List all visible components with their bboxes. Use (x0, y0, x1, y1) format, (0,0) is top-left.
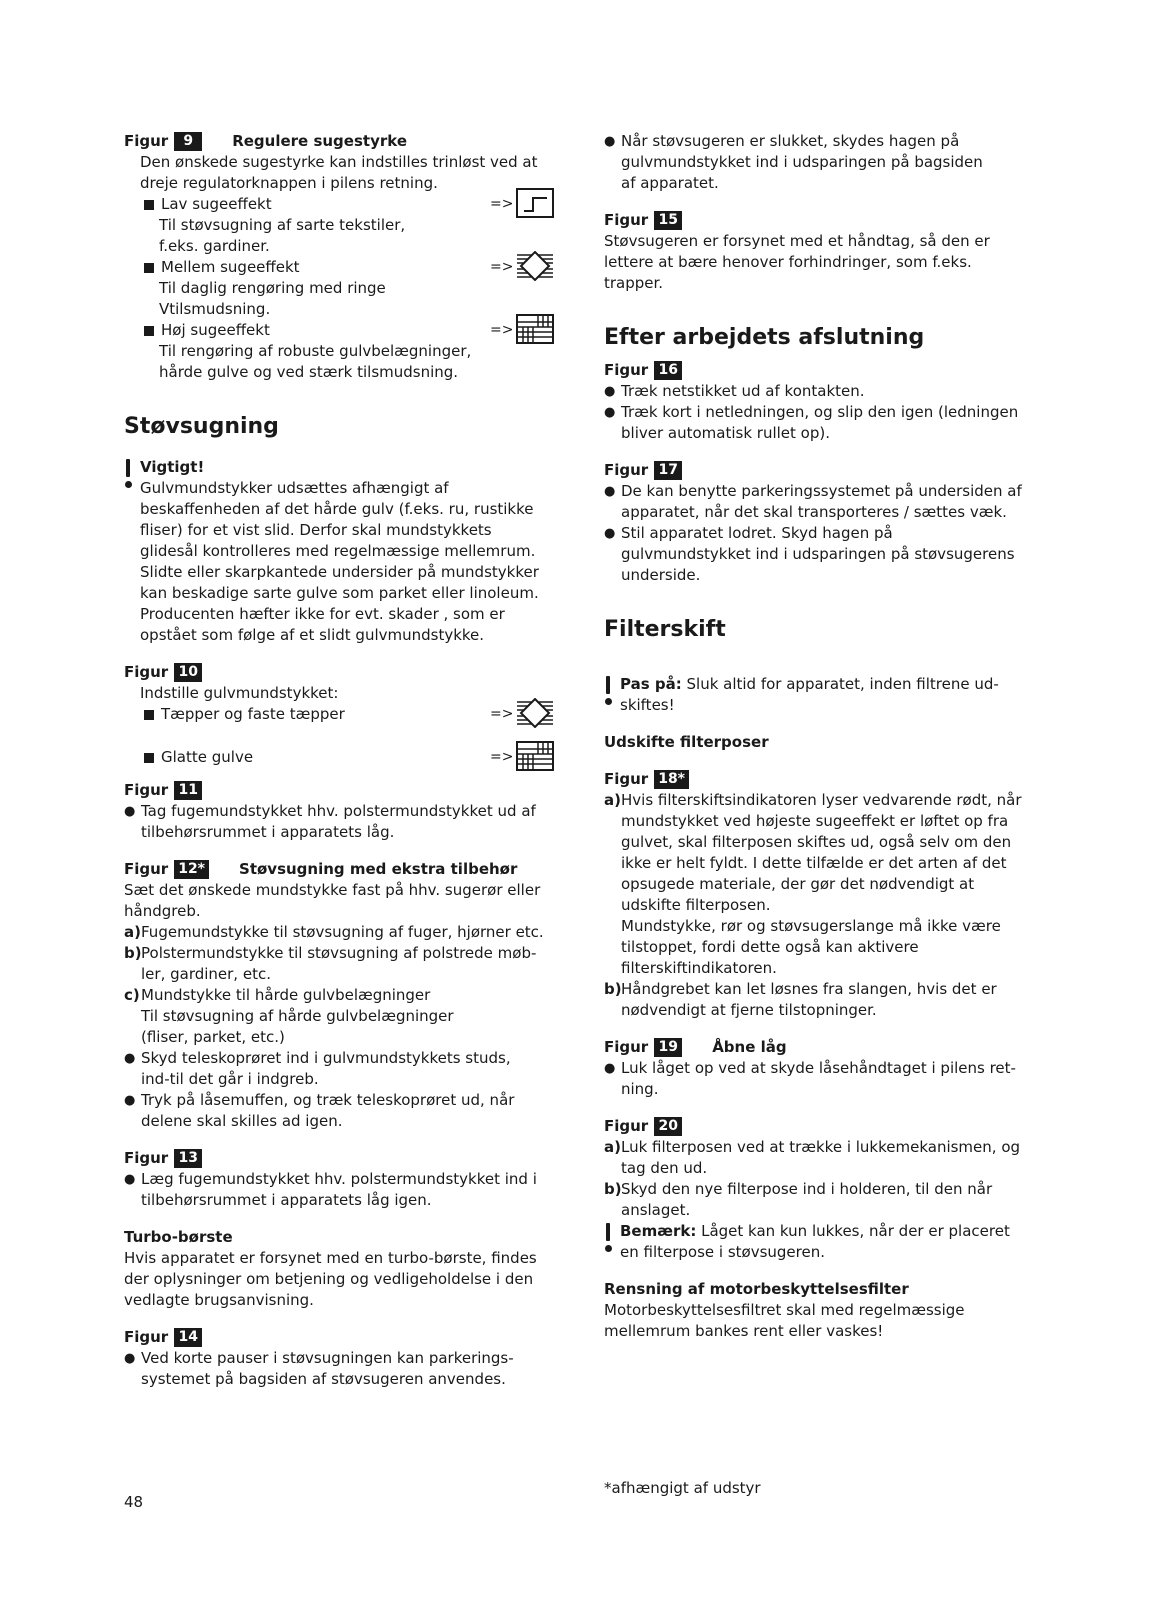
list-marker: a) (604, 1138, 621, 1156)
text-line: Mundstykke, rør og støvsugerslange må ikke være (621, 917, 1001, 935)
text-line: underside. (621, 566, 701, 584)
figure-number: 10 (174, 663, 202, 682)
text-line: Stil apparatet lodret. Skyd hagen på (621, 524, 893, 542)
figure-15-heading (604, 210, 1044, 231)
suction-medium-item (124, 257, 556, 278)
bullet-item (604, 481, 1044, 523)
text-line: skiftes! (620, 696, 675, 714)
notice-title: Vigtigt! (140, 458, 205, 476)
notice-title: Pas på: (620, 675, 682, 693)
bullet-item (124, 1090, 556, 1132)
text-line: glidesål kontrolleres med regelmæssige mellemrum. (140, 542, 536, 560)
text-line: Fugemundstykke til støvsugning af fuger, hjørner etc. (141, 923, 544, 941)
text-line: De kan benytte parkeringssystemet på undersiden af (621, 482, 1022, 500)
text-line: tilstoppet, fordi dette også kan aktivere (621, 938, 919, 956)
warning-exclamation-icon (604, 1221, 620, 1263)
list-marker: b) (604, 980, 622, 998)
list-marker: b) (124, 944, 142, 962)
figure-number: 18* (654, 770, 689, 789)
text-line: Den ønskede sugestyrke kan indstilles trinløst ved at (140, 153, 538, 171)
suction-low-desc (124, 215, 556, 257)
text-line: der oplysninger om betjening og vedligeholdelse i den (124, 1270, 534, 1288)
text-line: Hvis filterskiftsindikatoren lyser vedvarende rødt, når (621, 791, 1022, 809)
text-line: Luk låget op ved at skyde låsehåndtaget i pilens ret- (621, 1059, 1016, 1077)
figure-14-heading (124, 1327, 556, 1348)
figure-9-heading (124, 131, 556, 152)
text-line: Sluk altid for apparatet, inden filtrene ud- (681, 675, 999, 693)
text-line: tilbehørsrummet i apparatets låg igen. (141, 1191, 432, 1209)
item-head: Høj sugeeffekt (161, 321, 270, 339)
text-line: ikke er helt fyldt. I dette tilfælde er det arten af det (621, 854, 1007, 872)
medium-suction-icon (516, 251, 554, 281)
arrow-text: => (490, 749, 514, 765)
section-heading-filterskift: Filterskift (604, 617, 726, 642)
square-bullet (144, 263, 154, 273)
text-line: Skyd den nye filterpose ind i holderen, til den når (621, 1180, 993, 1198)
bullet-item (124, 1048, 556, 1090)
figure-label: Figur (604, 211, 649, 229)
text-line: Luk filterposen ved at trække i lukkemekanismen, og (621, 1138, 1021, 1156)
text-line: ning. (621, 1080, 659, 1098)
text-line: Støvsugeren er forsynet med et håndtag, så den er (604, 232, 990, 250)
bullet-item (604, 131, 1044, 194)
text-line: en filterpose i støvsugeren. (620, 1243, 826, 1261)
square-bullet (144, 326, 154, 336)
figure-number: 13 (174, 1149, 202, 1168)
bullet-item (604, 381, 1044, 402)
list-marker: a) (124, 923, 141, 941)
figure-16-heading (604, 360, 1044, 381)
text-line: Til støvsugning af sarte tekstiler, (159, 216, 406, 234)
bullet-dot: ● (124, 1172, 136, 1187)
text-line: Læg fugemundstykket hhv. polstermundstykket ind i (141, 1170, 537, 1188)
text-line: Motorbeskyttelsesfiltret skal med regelmæssige (604, 1301, 965, 1319)
text-line: f.eks. gardiner. (159, 237, 270, 255)
figure-title: Regulere sugestyrke (232, 132, 407, 150)
bullet-item (604, 523, 1044, 586)
notice-title: Bemærk: (620, 1222, 697, 1240)
figure-10-heading (124, 662, 556, 683)
bullet-dot: ● (604, 526, 616, 541)
figure-number: 17 (654, 461, 682, 480)
bullet-item (124, 801, 556, 843)
text-line: Tryk på låsemuffen, og træk teleskoprøret ud, når (141, 1091, 515, 1109)
text-line: hårde gulve og ved stærk tilsmudsning. (159, 363, 459, 381)
bullet-dot: ● (124, 1351, 136, 1366)
arrow-text: => (490, 196, 514, 212)
figure-label: Figur (124, 132, 169, 150)
text-line: ler, gardiner, etc. (141, 965, 271, 983)
carpet-setting-icon (516, 698, 554, 728)
text-line: Skyd teleskoprøret ind i gulvmundstykkets studs, (141, 1049, 511, 1067)
bullet-dot: ● (124, 1093, 136, 1108)
text-line: vedlagte brugsanvisning. (124, 1291, 314, 1309)
item-head: Mellem sugeeffekt (161, 258, 300, 276)
text-line: beskaffenheden af det hårde gulv (f.eks. ru, rustikke (140, 500, 534, 518)
important-notice (124, 457, 556, 646)
bullet-item (124, 1169, 556, 1211)
figure-number: 14 (174, 1328, 202, 1347)
text-line: tag den ud. (621, 1159, 708, 1177)
hard-floor-item (124, 747, 556, 768)
text-line: mellemrum bankes rent eller vaskes! (604, 1322, 884, 1340)
text-line: håndgreb. (124, 902, 201, 920)
text-line: filterskiftindikatoren. (621, 959, 777, 977)
bullet-item (124, 1348, 556, 1390)
figure-number: 11 (174, 781, 202, 800)
figure-17-heading (604, 460, 1044, 481)
text-line: Til rengøring af robuste gulvbelægninger, (159, 342, 472, 360)
list-marker: a) (604, 791, 621, 809)
f9-text (124, 152, 556, 194)
bullet-item (604, 402, 1044, 444)
list-item-c (124, 985, 556, 1048)
text-line: anslaget. (621, 1201, 691, 1219)
text-line: delene skal skilles ad igen. (141, 1112, 343, 1130)
list-item-a (124, 922, 556, 943)
high-suction-icon (516, 314, 554, 344)
bullet-item (604, 1058, 1044, 1100)
suction-medium-desc (124, 278, 556, 320)
text-line: trapper. (604, 274, 664, 292)
figure-label: Figur (124, 1149, 169, 1167)
figure-18-heading (604, 769, 1044, 790)
figure-20-heading (604, 1116, 1044, 1137)
figure-label: Figur (604, 1038, 649, 1056)
bullet-dot: ● (124, 804, 136, 819)
left-column (124, 131, 556, 1390)
square-bullet (144, 200, 154, 210)
figure-label: Figur (604, 361, 649, 379)
text-line: Til støvsugning af hårde gulvbelægninger (141, 1007, 454, 1025)
figure-number: 19 (654, 1038, 682, 1057)
list-item-a (604, 1137, 1044, 1179)
list-marker: b) (604, 1180, 622, 1198)
figure-number: 20 (654, 1117, 682, 1136)
text-line: Indstille gulvmundstykket: (140, 684, 339, 702)
section-heading-stovsugning: Støvsugning (124, 414, 279, 439)
figure-12-heading (124, 859, 556, 880)
text-line: Gulvmundstykker udsættes afhængigt af (140, 479, 449, 497)
text-line: Når støvsugeren er slukket, skydes hagen på (621, 132, 960, 150)
text-line: mundstykket ved højeste sugeeffekt er løftet op fra (621, 812, 1009, 830)
arrow-text: => (490, 259, 514, 275)
text-line: udskifte filterposen. (621, 896, 771, 914)
figure-11-heading (124, 780, 556, 801)
caution-notice (604, 674, 1044, 716)
text-line: tilbehørsrummet i apparatets låg. (141, 823, 395, 841)
figure-label: Figur (604, 461, 649, 479)
text-line: gulvet, skal filterposen skiftes ud, også selv om den (621, 833, 1012, 851)
item-head: Glatte gulve (161, 748, 254, 766)
subheading-rensning: Rensning af motorbeskyttelsesfilter (604, 1280, 909, 1298)
list-marker: c) (124, 986, 140, 1004)
figure-number: 9 (174, 132, 202, 151)
figure-label: Figur (604, 770, 649, 788)
text-line: Tag fugemundstykket hhv. polstermundstykket ud af (141, 802, 536, 820)
list-item-a (604, 790, 1044, 979)
text-line: dreje regulatorknappen i pilens retning. (140, 174, 438, 192)
right-column (604, 131, 1044, 1342)
text-line: nødvendigt at fjerne tilstopninger. (621, 1001, 877, 1019)
figure-title: Støvsugning med ekstra tilbehør (239, 860, 518, 878)
footnote: *afhængigt af udstyr (604, 1479, 761, 1497)
low-suction-icon (516, 188, 554, 218)
text-line: fliser) for et vist slid. Derfor skal mundstykkets (140, 521, 492, 539)
figure-number: 16 (654, 361, 682, 380)
warning-exclamation-icon (604, 674, 620, 716)
text-line: Producenten hæfter ikke for evt. skader , som er (140, 605, 505, 623)
item-head: Tæpper og faste tæpper (161, 705, 345, 723)
text-line: systemet på bagsiden af støvsugeren anvendes. (141, 1370, 506, 1388)
text-line: Håndgrebet kan let løsnes fra slangen, hvis det er (621, 980, 997, 998)
figure-number: 15 (654, 211, 682, 230)
text-line: Vtilsmudsning. (159, 300, 271, 318)
subheading-turbo: Turbo-børste (124, 1228, 233, 1246)
suction-high-item (124, 320, 556, 341)
text-line: Polstermundstykke til støvsugning af polstrede møb- (141, 944, 537, 962)
figure-label: Figur (124, 663, 169, 681)
text-line: Hvis apparatet er forsynet med en turbo-børste, findes (124, 1249, 537, 1267)
subheading-udskifte: Udskifte filterposer (604, 733, 769, 751)
text-line: ind-til det går i indgreb. (141, 1070, 319, 1088)
list-item-b (604, 1179, 1044, 1221)
text-line: opstået som følge af et slidt gulvmundstykke. (140, 626, 485, 644)
text-line: gulvmundstykket ind i udsparingen på bagsiden (621, 153, 983, 171)
figure-title: Åbne låg (712, 1038, 787, 1056)
text-line: Mundstykke til hårde gulvbelægninger (141, 986, 431, 1004)
page-number: 48 (124, 1493, 144, 1511)
bullet-dot: ● (604, 1061, 616, 1076)
figure-label: Figur (124, 860, 169, 878)
figure-13-heading (124, 1148, 556, 1169)
list-item-b (604, 979, 1044, 1021)
figure-number: 12* (174, 860, 209, 879)
section-heading-efter: Efter arbejdets afslutning (604, 325, 925, 350)
bullet-dot: ● (124, 1051, 136, 1066)
arrow-text: => (490, 322, 514, 338)
hard-floor-setting-icon (516, 741, 554, 771)
text-line: (fliser, parket, etc.) (141, 1028, 285, 1046)
bullet-dot: ● (604, 134, 616, 149)
text-line: opsugede materiale, der gør det nødvendigt at (621, 875, 975, 893)
text-line: af apparatet. (621, 174, 719, 192)
text-line: apparatet, når det skal transporteres / sættes væk. (621, 503, 1007, 521)
text-line: Til daglig rengøring med ringe (159, 279, 386, 297)
text-line: bliver automatisk rullet op). (621, 424, 830, 442)
figure-label: Figur (124, 1328, 169, 1346)
text-line: Træk netstikket ud af kontakten. (621, 382, 865, 400)
figure-label: Figur (124, 781, 169, 799)
text-line: Ved korte pauser i støvsugningen kan parkerings- (141, 1349, 514, 1367)
item-head: Lav sugeeffekt (161, 195, 272, 213)
text-line: gulvmundstykket ind i udsparingen på støvsugerens (621, 545, 1015, 563)
square-bullet (144, 753, 154, 763)
bullet-dot: ● (604, 484, 616, 499)
suction-low-item (124, 194, 556, 215)
warning-exclamation-icon (124, 457, 140, 646)
text-line: kan beskadige sarte gulve som parket eller linoleum. (140, 584, 539, 602)
suction-high-desc (124, 341, 556, 383)
figure-label: Figur (604, 1117, 649, 1135)
text-line: Sæt det ønskede mundstykke fast på hhv. sugerør eller (124, 881, 541, 899)
arrow-text: => (490, 706, 514, 722)
text-line: lettere at bære henover forhindringer, som f.eks. (604, 253, 972, 271)
carpet-item (124, 704, 556, 725)
bullet-dot: ● (604, 405, 616, 420)
text-line: Slidte eller skarpkantede undersider på mundstykker (140, 563, 539, 581)
list-item-b (124, 943, 556, 985)
square-bullet (144, 710, 154, 720)
note-notice (604, 1221, 1044, 1263)
text-line: Træk kort i netledningen, og slip den igen (ledningen (621, 403, 1019, 421)
text-line: Låget kan kun lukkes, når der er placeret (696, 1222, 1010, 1240)
bullet-dot: ● (604, 384, 616, 399)
figure-19-heading (604, 1037, 1044, 1058)
